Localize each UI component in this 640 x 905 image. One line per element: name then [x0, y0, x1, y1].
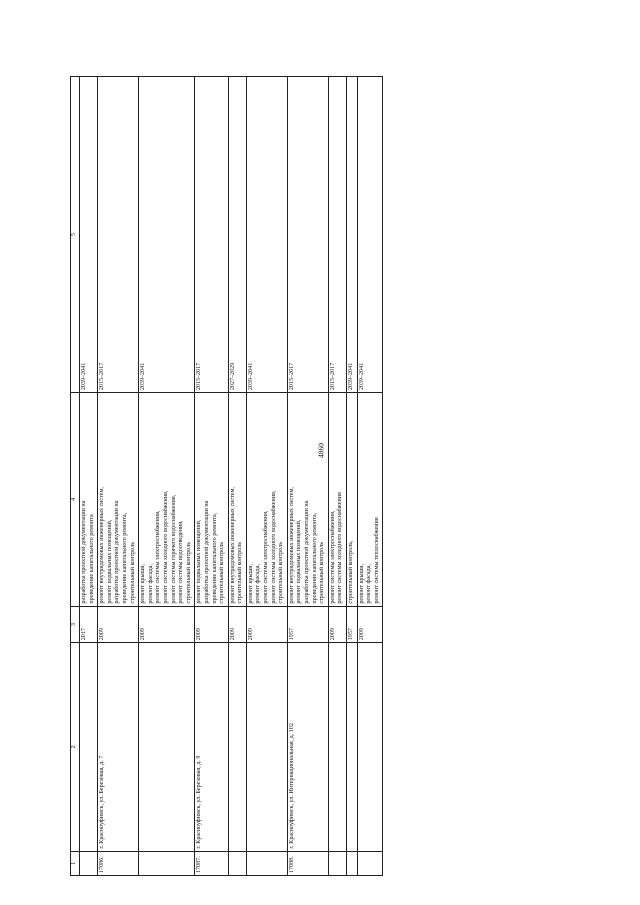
work-item: проведение капитального ремонта, — [121, 512, 128, 604]
row-number: 17088. — [287, 851, 328, 875]
work-item: строительный контроль — [278, 541, 285, 604]
works-cell — [287, 393, 328, 606]
period-cell: 2015–2017 — [328, 77, 346, 393]
work-item: строительный контроль — [185, 541, 192, 604]
repair-schedule-table — [70, 76, 383, 876]
work-item: проведение капитального ремонта, — [311, 512, 318, 604]
works-cell — [195, 393, 228, 606]
row-number — [347, 851, 358, 875]
work-item: ремонт подвальных помещений, — [106, 519, 113, 604]
work-item: строительный контроль — [319, 541, 326, 604]
work-item: ремонт системы холодного водоснабжения, — [270, 490, 277, 604]
col-header-4: 4 — [71, 393, 80, 606]
year-cell: 2009 — [195, 606, 228, 643]
row-number — [228, 851, 246, 875]
address-cell — [246, 643, 287, 851]
period-cell: 2039–2041 — [80, 77, 98, 393]
address-cell — [80, 643, 98, 851]
works-cell — [80, 393, 98, 606]
work-item: проведение капитального ремонта, — [211, 512, 218, 604]
row-number — [246, 851, 287, 875]
address-cell: г. Красноуфимск, ул. Березовая, д. 7 — [98, 643, 139, 851]
work-item: ремонт фасада, — [255, 564, 262, 604]
table-row — [195, 77, 228, 876]
works-cell — [139, 393, 195, 606]
address-cell — [328, 643, 346, 851]
address-cell: г. Красноуфимск, ул. Березовая, д. 9 — [195, 643, 228, 851]
work-item: ремонт крыши, — [358, 563, 365, 604]
table-row — [80, 77, 98, 876]
work-item: ремонт системы электроснабжения, — [329, 510, 336, 604]
table-row — [246, 77, 287, 876]
address-cell — [357, 643, 383, 851]
column-number-row — [71, 77, 80, 876]
period-cell: 2027–2029 — [228, 77, 246, 393]
address-cell: г. Красноуфимск, ул. Интернациональная, д. 102 — [287, 643, 328, 851]
period-cell: 2039–2041 — [246, 77, 287, 393]
table-row — [139, 77, 195, 876]
work-item: строительный контроль — [237, 541, 244, 604]
period-cell: 2015–2017 — [98, 77, 139, 393]
year-cell: 2017 — [80, 606, 98, 643]
work-item: ремонт фасада, — [147, 564, 154, 604]
col-header-5: 5 — [71, 77, 80, 393]
table-row — [347, 77, 358, 876]
work-item: ремонт внутридомовых инженерных систем, — [288, 487, 295, 604]
address-cell — [139, 643, 195, 851]
row-number: 17086. — [98, 851, 139, 875]
year-cell: 2009 — [246, 606, 287, 643]
table-row — [287, 77, 328, 876]
work-item: ремонт системы водоотведения, — [178, 520, 185, 604]
work-item: ремонт системы электроснабжения, — [263, 510, 270, 604]
year-cell: 2009 — [139, 606, 195, 643]
work-item: ремонт системы холодного водоснабжения — [337, 492, 344, 604]
work-item: строительный контроль — [129, 541, 136, 604]
year-cell: 2009 — [98, 606, 139, 643]
works-cell — [328, 393, 346, 606]
table-row — [228, 77, 246, 876]
col-header-2: 2 — [71, 643, 80, 851]
col-header-1: 1 — [71, 851, 80, 875]
row-number — [357, 851, 383, 875]
table-row — [98, 77, 139, 876]
work-item: разработка проектной документации на — [203, 500, 210, 604]
year-cell: 1957 — [347, 606, 358, 643]
table-row — [328, 77, 346, 876]
works-cell — [98, 393, 139, 606]
period-cell: 2039–2041 — [357, 77, 383, 393]
work-item: ремонт подвальных помещений, — [196, 519, 203, 604]
works-cell — [246, 393, 287, 606]
work-item: ремонт системы горячего водоснабжения, — [170, 494, 177, 604]
address-cell — [347, 643, 358, 851]
works-cell — [228, 393, 246, 606]
work-item: ремонт системы электроснабжения, — [155, 510, 162, 604]
year-cell: 1957 — [287, 606, 328, 643]
period-cell: 2015–2017 — [195, 77, 228, 393]
work-item: разработка проектной документации на — [304, 500, 311, 604]
period-cell: 2015–2017 — [287, 77, 328, 393]
year-cell: 2009 — [328, 606, 346, 643]
address-cell — [228, 643, 246, 851]
works-cell — [347, 393, 358, 606]
year-cell: 2009 — [228, 606, 246, 643]
period-cell: 2039–2041 — [139, 77, 195, 393]
work-item: ремонт системы холодного водоснабжения, — [162, 490, 169, 604]
work-item: ремонт внутридомовых инженерных систем, — [229, 487, 236, 604]
work-item: ремонт подвальных помещений, — [296, 519, 303, 604]
table-row — [357, 77, 383, 876]
period-cell: 2039–2041 — [347, 77, 358, 393]
work-item: ремонт системы теплоснабжения — [373, 517, 380, 604]
row-number: 17087. — [195, 851, 228, 875]
work-item: разработка проектной документации на — [81, 500, 87, 604]
works-cell — [357, 393, 383, 606]
work-item: проведение капитального ремонта — [88, 514, 95, 604]
repair-schedule-table-wrapper — [70, 76, 510, 876]
row-number — [328, 851, 346, 875]
table-body — [80, 77, 383, 876]
col-header-3: 3 — [71, 606, 80, 643]
work-item: ремонт крыши, — [247, 563, 254, 604]
row-number — [80, 851, 98, 875]
row-number — [139, 851, 195, 875]
work-item: разработка проектной документации на — [114, 500, 121, 604]
work-item: строительный контроль — [219, 541, 226, 604]
work-item: ремонт фасада, — [366, 564, 373, 604]
work-item: ремонт внутридомовых инженерных систем, — [99, 487, 106, 604]
page-number: 4860 — [316, 443, 326, 458]
year-cell: 2009 — [357, 606, 383, 643]
work-item: ремонт крыши, — [140, 563, 147, 604]
work-item: строительный контроль, — [348, 540, 354, 604]
